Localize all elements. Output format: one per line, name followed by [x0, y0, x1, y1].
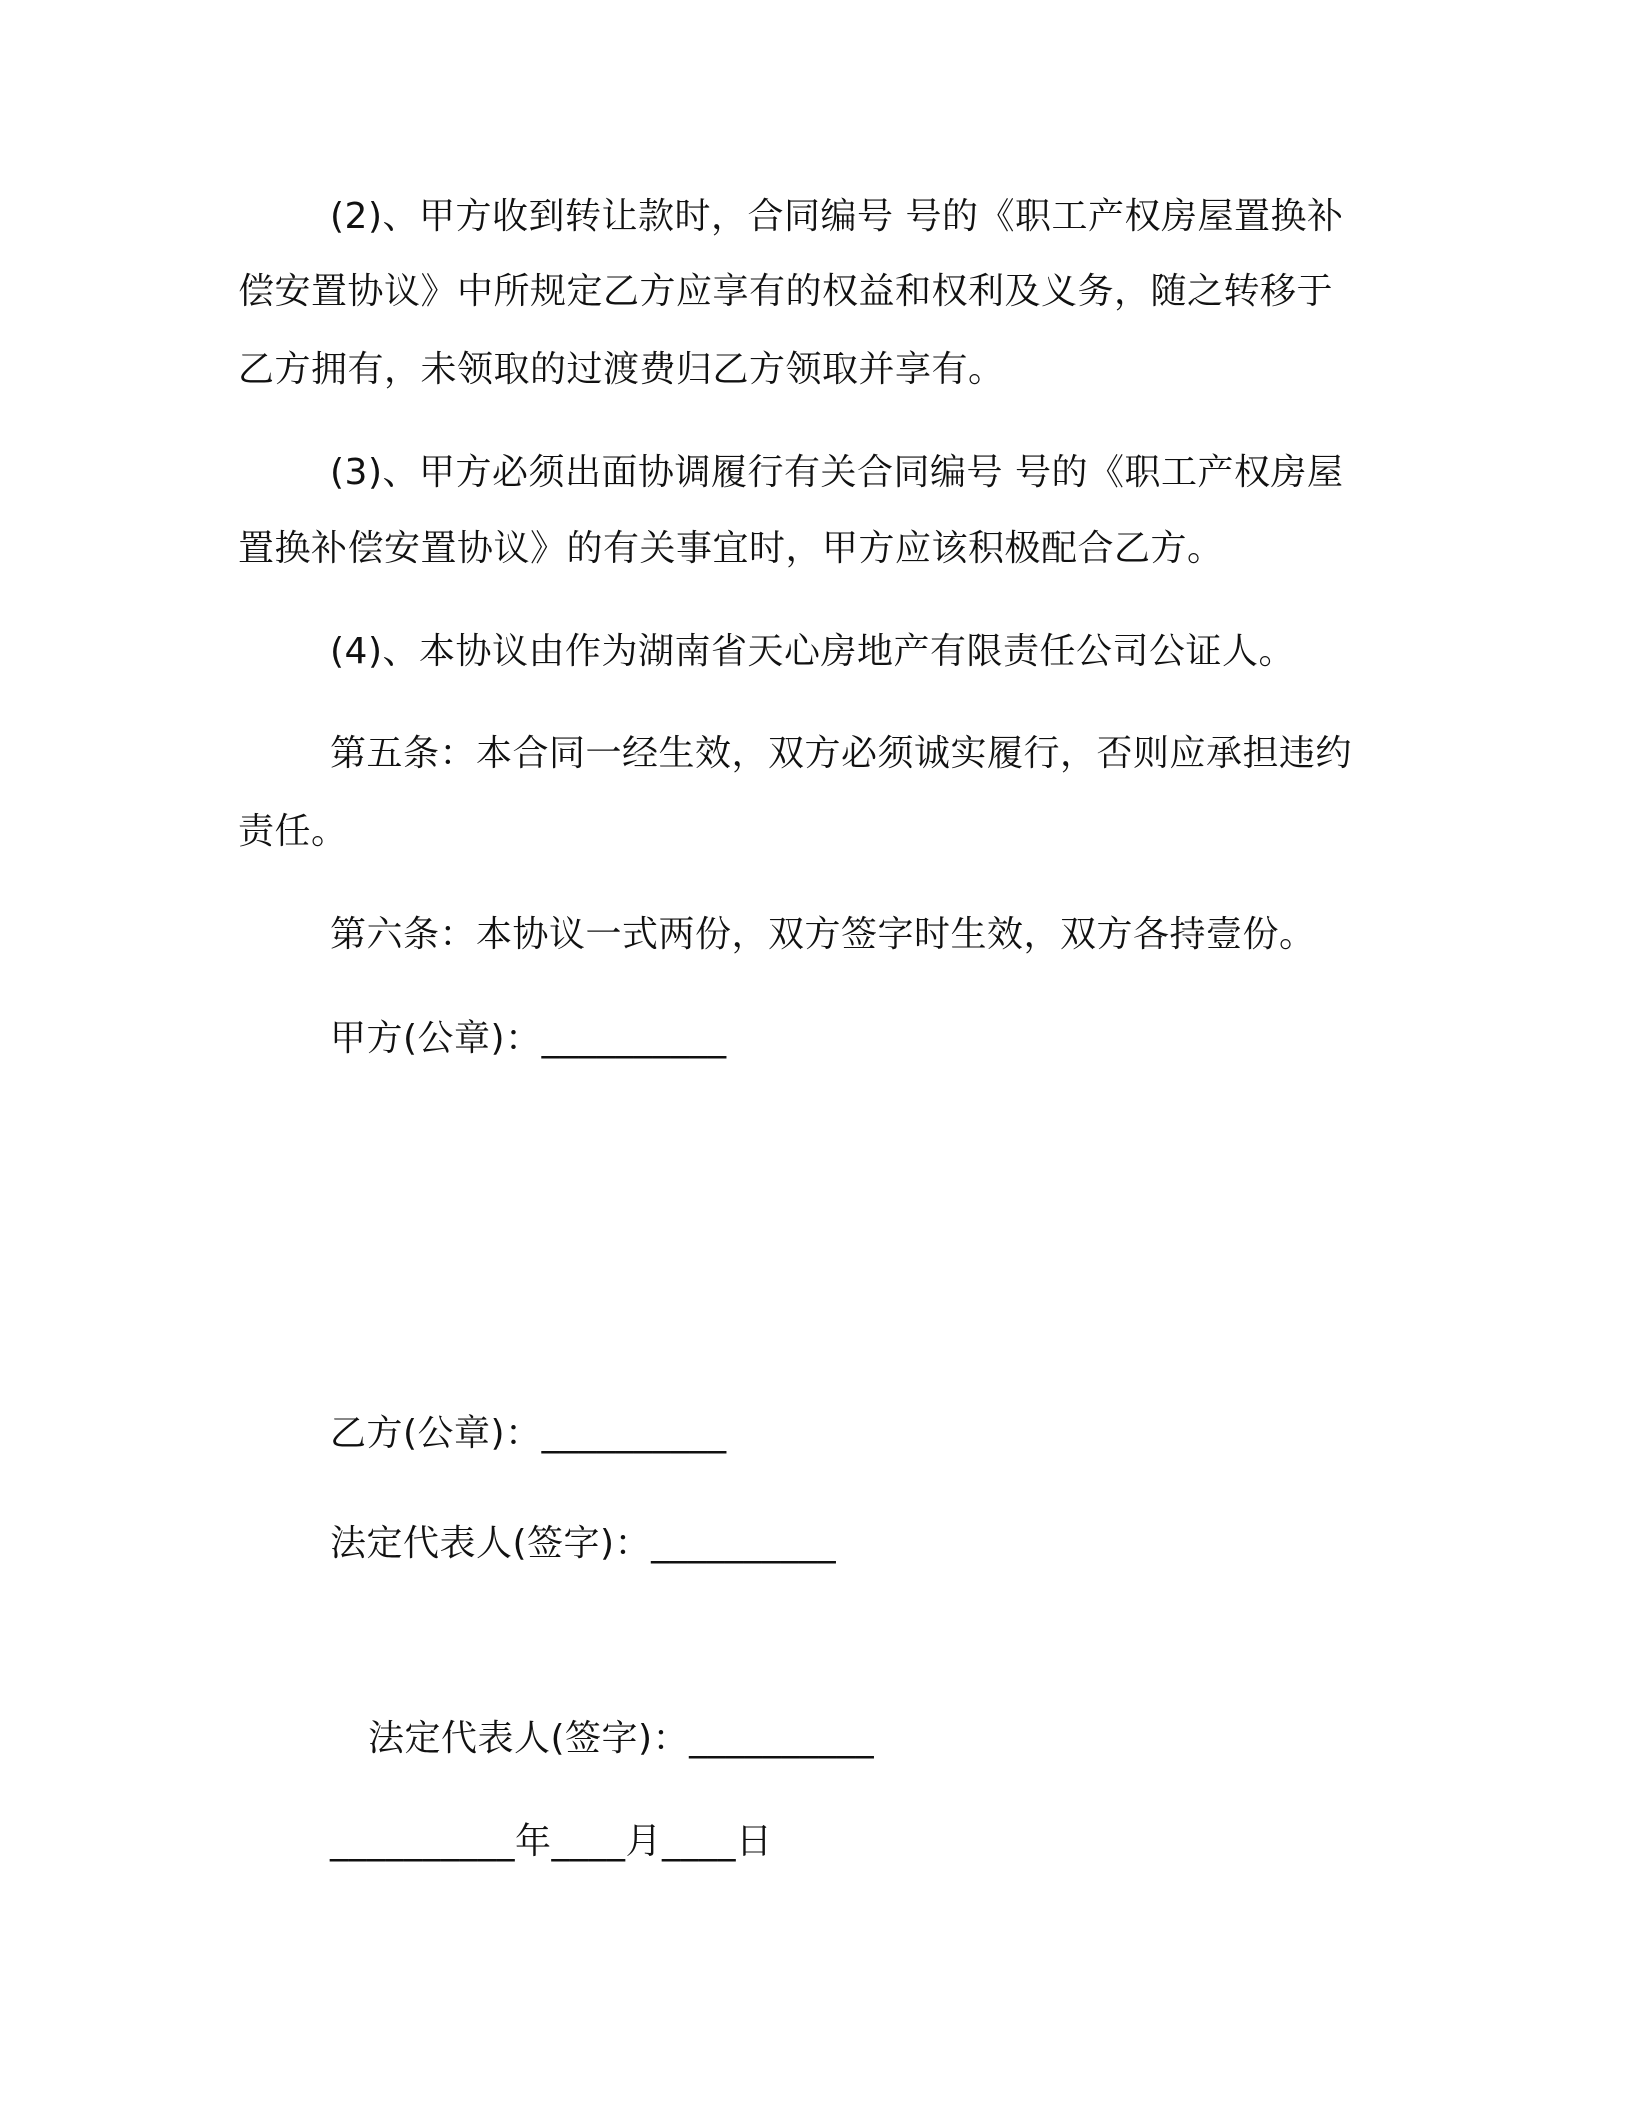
- article-5-line-2: 责任。: [238, 811, 348, 852]
- clause-2-line-1: (2)、甲方收到转让款时，合同编号 号的《职工产权房屋置换补: [330, 196, 1344, 237]
- article-5-line-1: 第五条：本合同一经生效，双方必须诚实履行，否则应承担违约: [330, 733, 1353, 774]
- legal-representative-signature-field-2: 法定代表人(签字)：__________: [368, 1718, 875, 1759]
- party-b-seal-field: 乙方(公章)：__________: [330, 1413, 727, 1454]
- clause-3-line-2: 置换补偿安置协议》的有关事宜时，甲方应该积极配合乙方。: [238, 528, 1224, 569]
- legal-representative-signature-field: 法定代表人(签字)：__________: [330, 1523, 837, 1564]
- clause-3-line-1: (3)、甲方必须出面协调履行有关合同编号 号的《职工产权房屋: [330, 452, 1344, 493]
- clause-2-line-3: 乙方拥有，未领取的过渡费归乙方领取并享有。: [238, 349, 1005, 390]
- clause-2-line-2: 偿安置协议》中所规定乙方应享有的权益和权利及义务，随之转移于: [238, 271, 1334, 312]
- article-6-line-1: 第六条：本协议一式两份，双方签字时生效，双方各持壹份。: [330, 914, 1316, 955]
- clause-4-line-1: (4)、本协议由作为湖南省天心房地产有限责任公司公证人。: [330, 631, 1295, 672]
- party-a-seal-field: 甲方(公章)：__________: [330, 1018, 727, 1059]
- signing-date-field: __________年____月____日: [330, 1821, 773, 1862]
